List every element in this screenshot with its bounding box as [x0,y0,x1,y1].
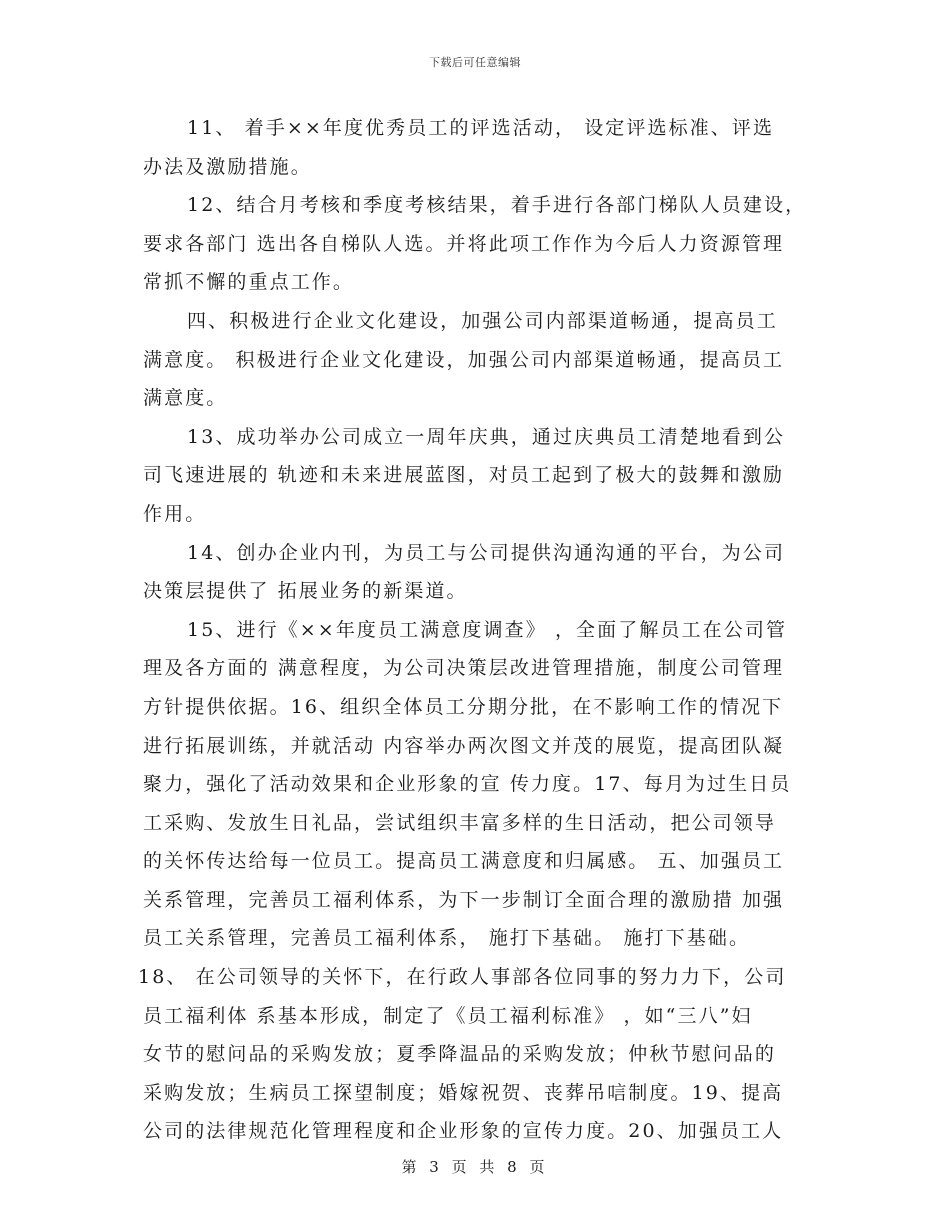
text-line: 关系管理，完善员工福利体系，为下一步制订全面合理的激励措 加强 [143,888,785,911]
text-line: 聚力，强化了活动效果和企业形象的宣 传力度。17、每月为过生日员 [143,773,792,796]
text-line: 理及各方面的 满意程度，为公司决策层改进管理措施，制度公司管理 [143,657,785,680]
text-line: 进行拓展训练，并就活动 内容举办两次图文并茂的展览，提高团队凝 [143,734,785,757]
text-line: 女节的慰问品的采购发放；夏季降温品的采购发放；仲秋节慰问品的 [143,1043,777,1066]
text-line: 的关怀传达给每一位员工。提高员工满意度和归属感。 五、加强员工 [143,850,785,873]
text-line: 18、 在公司领导的关怀下，在行政人事部各位同事的努力力下，公司 [138,966,787,989]
page-number: 第 3 页 共 8 页 [401,1158,549,1176]
text-line: 11、 着手××年度优秀员工的评选活动， 设定评选标准、评选 [187,117,775,139]
text-line: 作用。 [143,502,207,525]
document-body [138,109,811,1151]
text-line: 要求各部门 选出各自梯队人选。并将此项工作作为今后人力资源管理 [143,232,785,255]
page-header-note: 下载后可任意编辑 [429,56,521,69]
text-line: 15、进行《××年度员工满意度调查》 ，全面了解员工在公司管 [187,618,788,641]
text-line: 采购发放；生病员工探望制度；婚嫁祝贺、丧葬吊唁制度。19、提高 [143,1081,784,1104]
text-line: 决策层提供了 拓展业务的新渠道。 [143,580,468,603]
text-line: 员工福利体 系基本形成，制定了《员工福利标准》 ，如“三八”妇 [143,1004,753,1027]
text-line: 常抓不懈的重点工作。 [143,271,355,294]
text-line: 司飞速进展的 轨迹和未来进展蓝图，对员工起到了极大的鼓舞和激励 [143,464,785,487]
text-line: 12、结合月考核和季度考核结果，着手进行各部门梯队人员建设， [187,194,807,217]
text-line: 员工关系管理，完善员工福利体系， 施打下基础。 施打下基础。 [143,927,751,950]
text-line: 四、积极进行企业文化建设，加强公司内部渠道畅通，提高员工 [187,309,778,332]
text-line: 14、创办企业内刊，为员工与公司提供沟通沟通的平台，为公司 [187,541,786,564]
text-line: 满意度。 积极进行企业文化建设，加强公司内部渠道畅通，提高员工 [143,348,785,371]
text-line: 满意度。 [143,387,228,410]
text-line: 方针提供依据。16、组织全体员工分期分批，在不影响工作的情况下 [143,695,784,718]
text-line: 13、成功举办公司成立一周年庆典，通过庆典员工清楚地看到公 [187,425,786,448]
text-line: 工采购、发放生日礼品，尝试组织丰富多样的生日活动，把公司领导 [143,811,777,834]
text-line: 办法及激励措施。 [143,155,312,178]
text-line: 公司的法律规范化管理程度和企业形象的宣传力度。20、加强员工人 [143,1120,784,1143]
